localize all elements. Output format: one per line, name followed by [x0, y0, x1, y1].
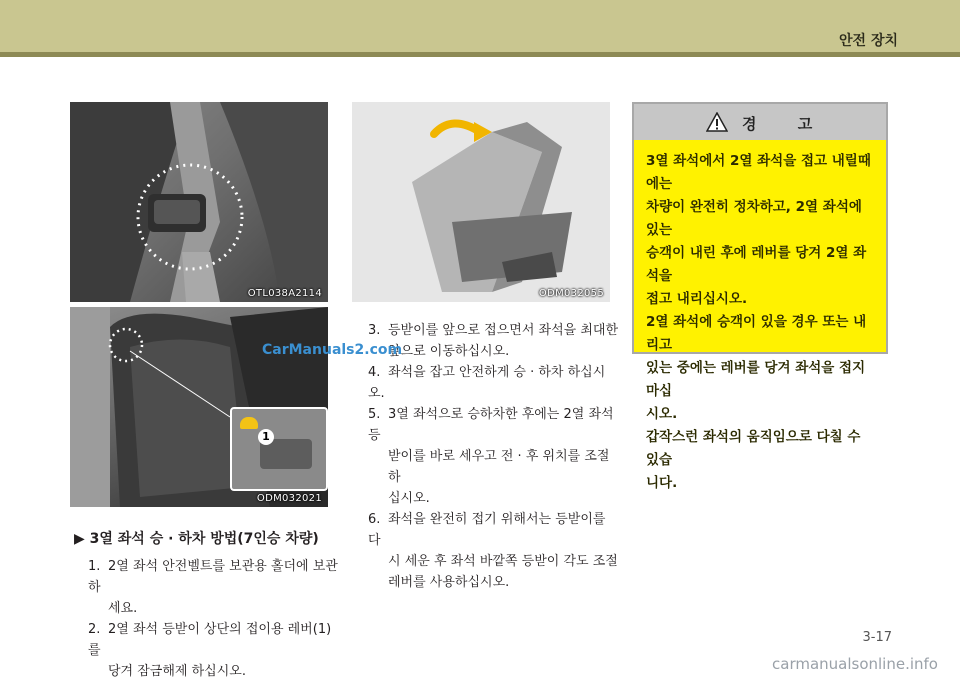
folded-seat-illustration: [352, 102, 610, 302]
page-header-title: 안전 장치: [839, 33, 898, 49]
photo-second-row-seat: [70, 307, 328, 507]
list-item: 2. 2열 좌석 등받이 상단의 접이용 레버(1)를 당겨 잠금해제 하십시오.: [88, 622, 332, 679]
warning-header: [634, 104, 886, 140]
triangle-right-icon: ▶: [74, 531, 90, 547]
watermark-bottom[interactable]: carmanualsonline.info: [772, 655, 938, 673]
warning-box: [632, 102, 888, 491]
arrow-icon: [240, 417, 258, 429]
steps-right: [368, 320, 618, 593]
warning-triangle-icon: [706, 112, 728, 132]
photo-folded-seat: [352, 102, 610, 302]
page-header-band: [0, 0, 960, 52]
section-title-text: 3열 좌석 승 · 하차 방법(7인승 차량): [89, 531, 319, 547]
header-divider: [0, 52, 960, 57]
list-item: 6. 좌석을 완전히 접기 위해서는 등받이를 다 시 세운 후 좌석 바깥쪽 등받이 각도 조절 레버를 사용하십시오.: [368, 512, 618, 590]
steps-left: [88, 556, 338, 682]
photo-code-label: ODM032021: [256, 493, 322, 504]
callout-badge: 1: [258, 429, 274, 445]
list-item: 1. 2열 좌석 안전벨트를 보관용 홀더에 보관하 세요.: [88, 559, 338, 616]
section-title: [74, 528, 319, 548]
list-item: 5. 3열 좌석으로 승하차한 후에는 2열 좌석 등 받이를 바로 세우고 전 · 후 위치를 조절하 십시오.: [368, 407, 614, 506]
warning-body: 3열 좌석에서 2열 좌석을 접고 내릴때에는 차량이 완전히 정차하고, 2열 좌석에 있는 승객이 내린 후에 레버를 당겨 2열 좌석을 접고 내리십시오. 2열 좌석에 승객이 있을 경우 또는 내리고 있는 중에는 레버를 당겨 좌석을 접지 마십 시오. 갑작스런 좌석의 움직임으로 다칠 수 있습 니다.: [646, 153, 871, 491]
list-item: 4. 좌석을 잡고 안전하게 승 · 하차 하십시오.: [368, 365, 606, 401]
warning-title: 경 고: [742, 115, 831, 133]
seatbelt-illustration: [70, 102, 328, 302]
list-item: 3. 등받이를 앞으로 접으면서 좌석을 최대한 앞으로 이동하십시오.: [368, 323, 619, 359]
photo-code-label: ODM032055: [538, 288, 604, 299]
lever-inset: [230, 407, 328, 491]
watermark-top: CarManuals2.com: [262, 342, 403, 358]
photo-seatbelt-holder: [70, 102, 328, 302]
photo-code-label: OTL038A2114: [247, 288, 322, 299]
page-number: 3-17: [862, 630, 892, 645]
